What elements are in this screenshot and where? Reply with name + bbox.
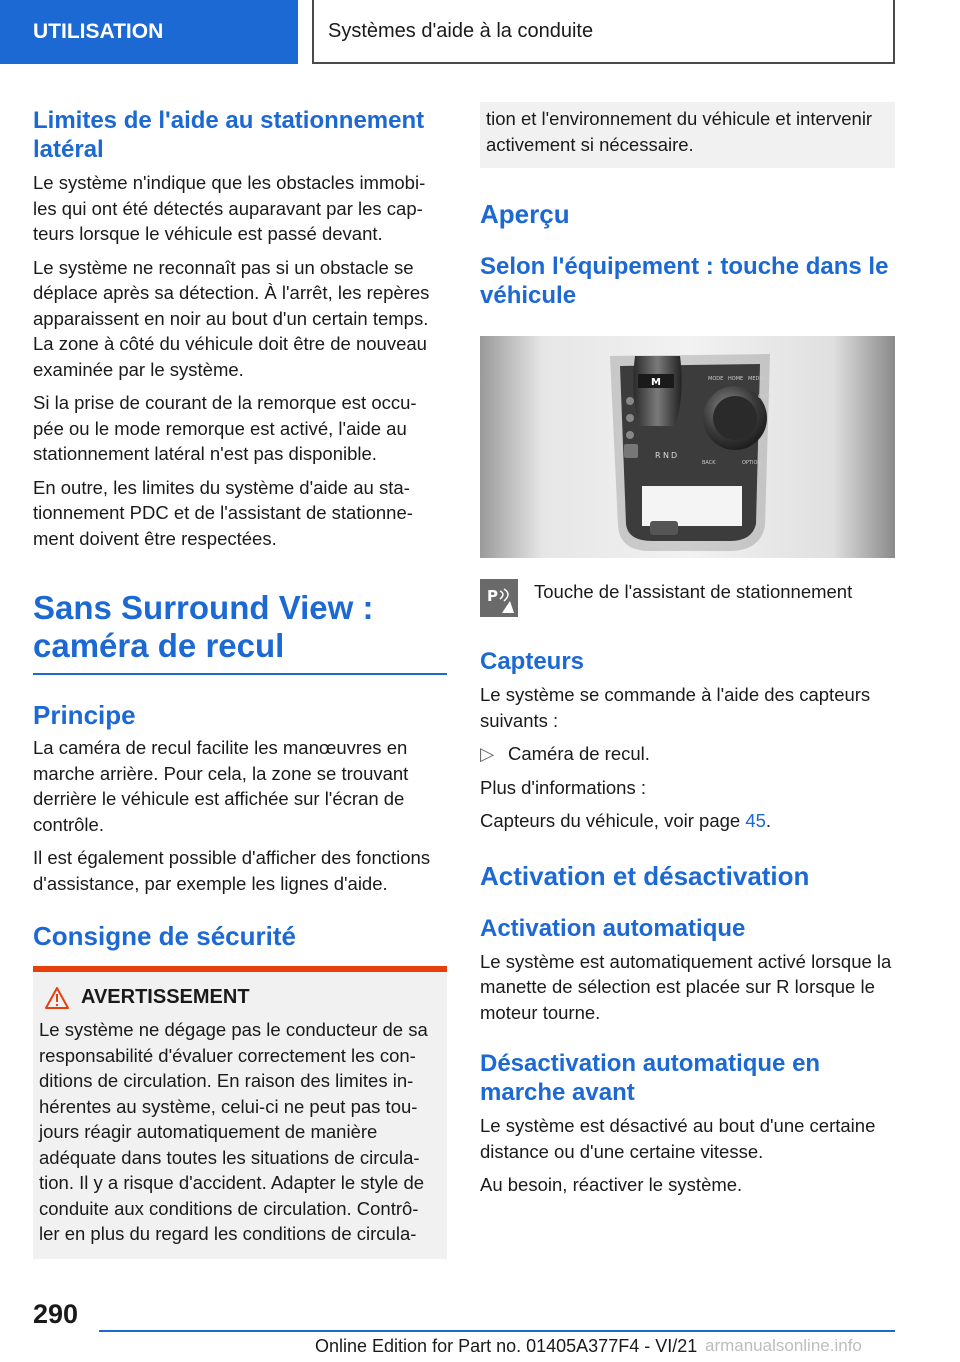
center-console-photo — [480, 336, 895, 558]
warning-triangle-icon — [45, 987, 69, 1009]
parking-assistant-icon — [480, 579, 518, 617]
footer-rule — [99, 1330, 895, 1332]
limits-paragraph: Si la prise de courant de la remorque est occu-pée ou le mode remorque est activé, l'aide au stationnement latéral n'est pas disponible. — [33, 392, 417, 464]
svg-text:P: P — [487, 587, 498, 605]
chapter-title-rule — [33, 673, 447, 675]
chapter-title: Sans Surround View : caméra de recul — [33, 589, 374, 664]
warning-text: Le système ne dégage pas le conducteur de sa responsabilité d'évaluer correctement les con-ditions de circulation. En raison des limites in-hérentes au système, celui-ci ne peut pas tou-jours réagir automatiquement de manière adéquate dans toutes les situations de circula-tion. Il y a risque d'accident. Adapter le style de conduite aux conditions de circulation. Contrô-ler en plus du regard les conditions de circula- — [39, 1019, 428, 1244]
sensors-bullet-text: Caméra de recul. — [508, 743, 650, 764]
page-link[interactable]: 45 — [745, 810, 766, 831]
caption-text: Touche de l'assistant de stationnement — [534, 581, 853, 602]
limits-paragraph: Le système n'indique que les obstacles immobi-les qui ont été détectés auparavant par les cap-teurs lorsque le véhicule est passé devant. — [33, 172, 426, 244]
lever-logo: M — [651, 377, 661, 388]
principle-heading: Principe — [33, 700, 136, 730]
left-column — [33, 106, 447, 1259]
section-label: UTILISATION — [33, 20, 164, 43]
safety-heading: Consigne de sécurité — [33, 921, 296, 951]
warning-box — [33, 972, 447, 1259]
equipment-heading: Selon l'équipement : touche dans le véhicule — [480, 253, 889, 309]
auto-activation-text: Le système est automatiquement activé lorsque la manette de sélection est placée sur R lorsque le moteur tourne. — [480, 950, 892, 1023]
mode-label: MODE — [708, 376, 724, 382]
activation-heading: Activation et désactivation — [480, 860, 810, 891]
principle-paragraph: Il est également possible d'afficher des fonctions d'assistance, par exemple les lignes d'aide. — [33, 847, 431, 894]
limits-paragraph: En outre, les limites du système d'aide au sta-tionnement PDC et de l'assistant de stationne-ment doivent être respectées. — [33, 476, 413, 549]
warning-title — [45, 986, 439, 1009]
edition-note: Online Edition for Part no. 01405A377F4 - VI/21 — [315, 1336, 698, 1356]
sensors-heading: Capteurs — [480, 648, 585, 675]
bullet-triangle-icon: ▷ — [480, 743, 495, 764]
page-number: 290 — [33, 1299, 79, 1329]
sensors-bullet — [480, 741, 895, 767]
chapter-label: Systèmes d'aide à la conduite — [328, 19, 594, 42]
section-tab — [0, 0, 298, 64]
warning-continued-box — [480, 102, 895, 168]
option-label: OPTION — [742, 460, 762, 466]
sensors-reference — [480, 808, 895, 834]
gear-d-label: D — [671, 451, 678, 460]
auto-deactivation-text: Au besoin, réactiver le système. — [480, 1174, 743, 1195]
chapter-header — [312, 0, 895, 64]
sensors-text: Le système se commande à l'aide des capteurs suivants : — [480, 684, 871, 731]
more-info: Plus d'informations : — [480, 776, 646, 798]
right-column — [480, 102, 895, 1206]
gear-r-label: R — [655, 451, 661, 460]
home-label: HOME — [728, 376, 744, 382]
gear-n-label: N — [663, 451, 669, 460]
auto-deactivation-heading: Désactivation automatique en marche avant — [480, 1050, 821, 1106]
limits-heading: Limites de l'aide au stationnement latéral — [33, 107, 425, 163]
limits-paragraph: Le système ne reconnaît pas si un obstacle se déplace après sa détection. À l'arrêt, les repères apparaissent en noir au bout d'un certain temps. La zone à côté du véhicule doit être de nouveau examinée par le système. — [33, 256, 430, 380]
principle-paragraph: La caméra de recul facilite les manœuvres en marche arrière. Pour cela, la zone se trouvant derrière le véhicule est affichée sur l'écran de contrôle. — [33, 737, 409, 835]
sensors-reference-text: Capteurs du véhicule, voir page — [480, 810, 746, 831]
com-label: COM — [758, 394, 770, 400]
auto-activation-heading: Activation automatique — [480, 914, 746, 942]
overview-heading: Aperçu — [480, 199, 570, 229]
warning-continued-text: tion et l'environnement du véhicule et intervenir activement si nécessaire. — [486, 108, 873, 155]
photo-caption — [480, 579, 895, 617]
warning-label: AVERTISSEMENT — [81, 986, 250, 1008]
auto-deactivation-text: Le système est désactivé au bout d'une certaine distance ou d'une certaine vitesse. — [480, 1115, 876, 1162]
back-label: BACK — [702, 460, 716, 466]
sensors-reference-end: . — [765, 810, 772, 831]
watermark: armanualsonline.info — [705, 1336, 862, 1355]
media-label: MEDIA — [748, 376, 765, 382]
